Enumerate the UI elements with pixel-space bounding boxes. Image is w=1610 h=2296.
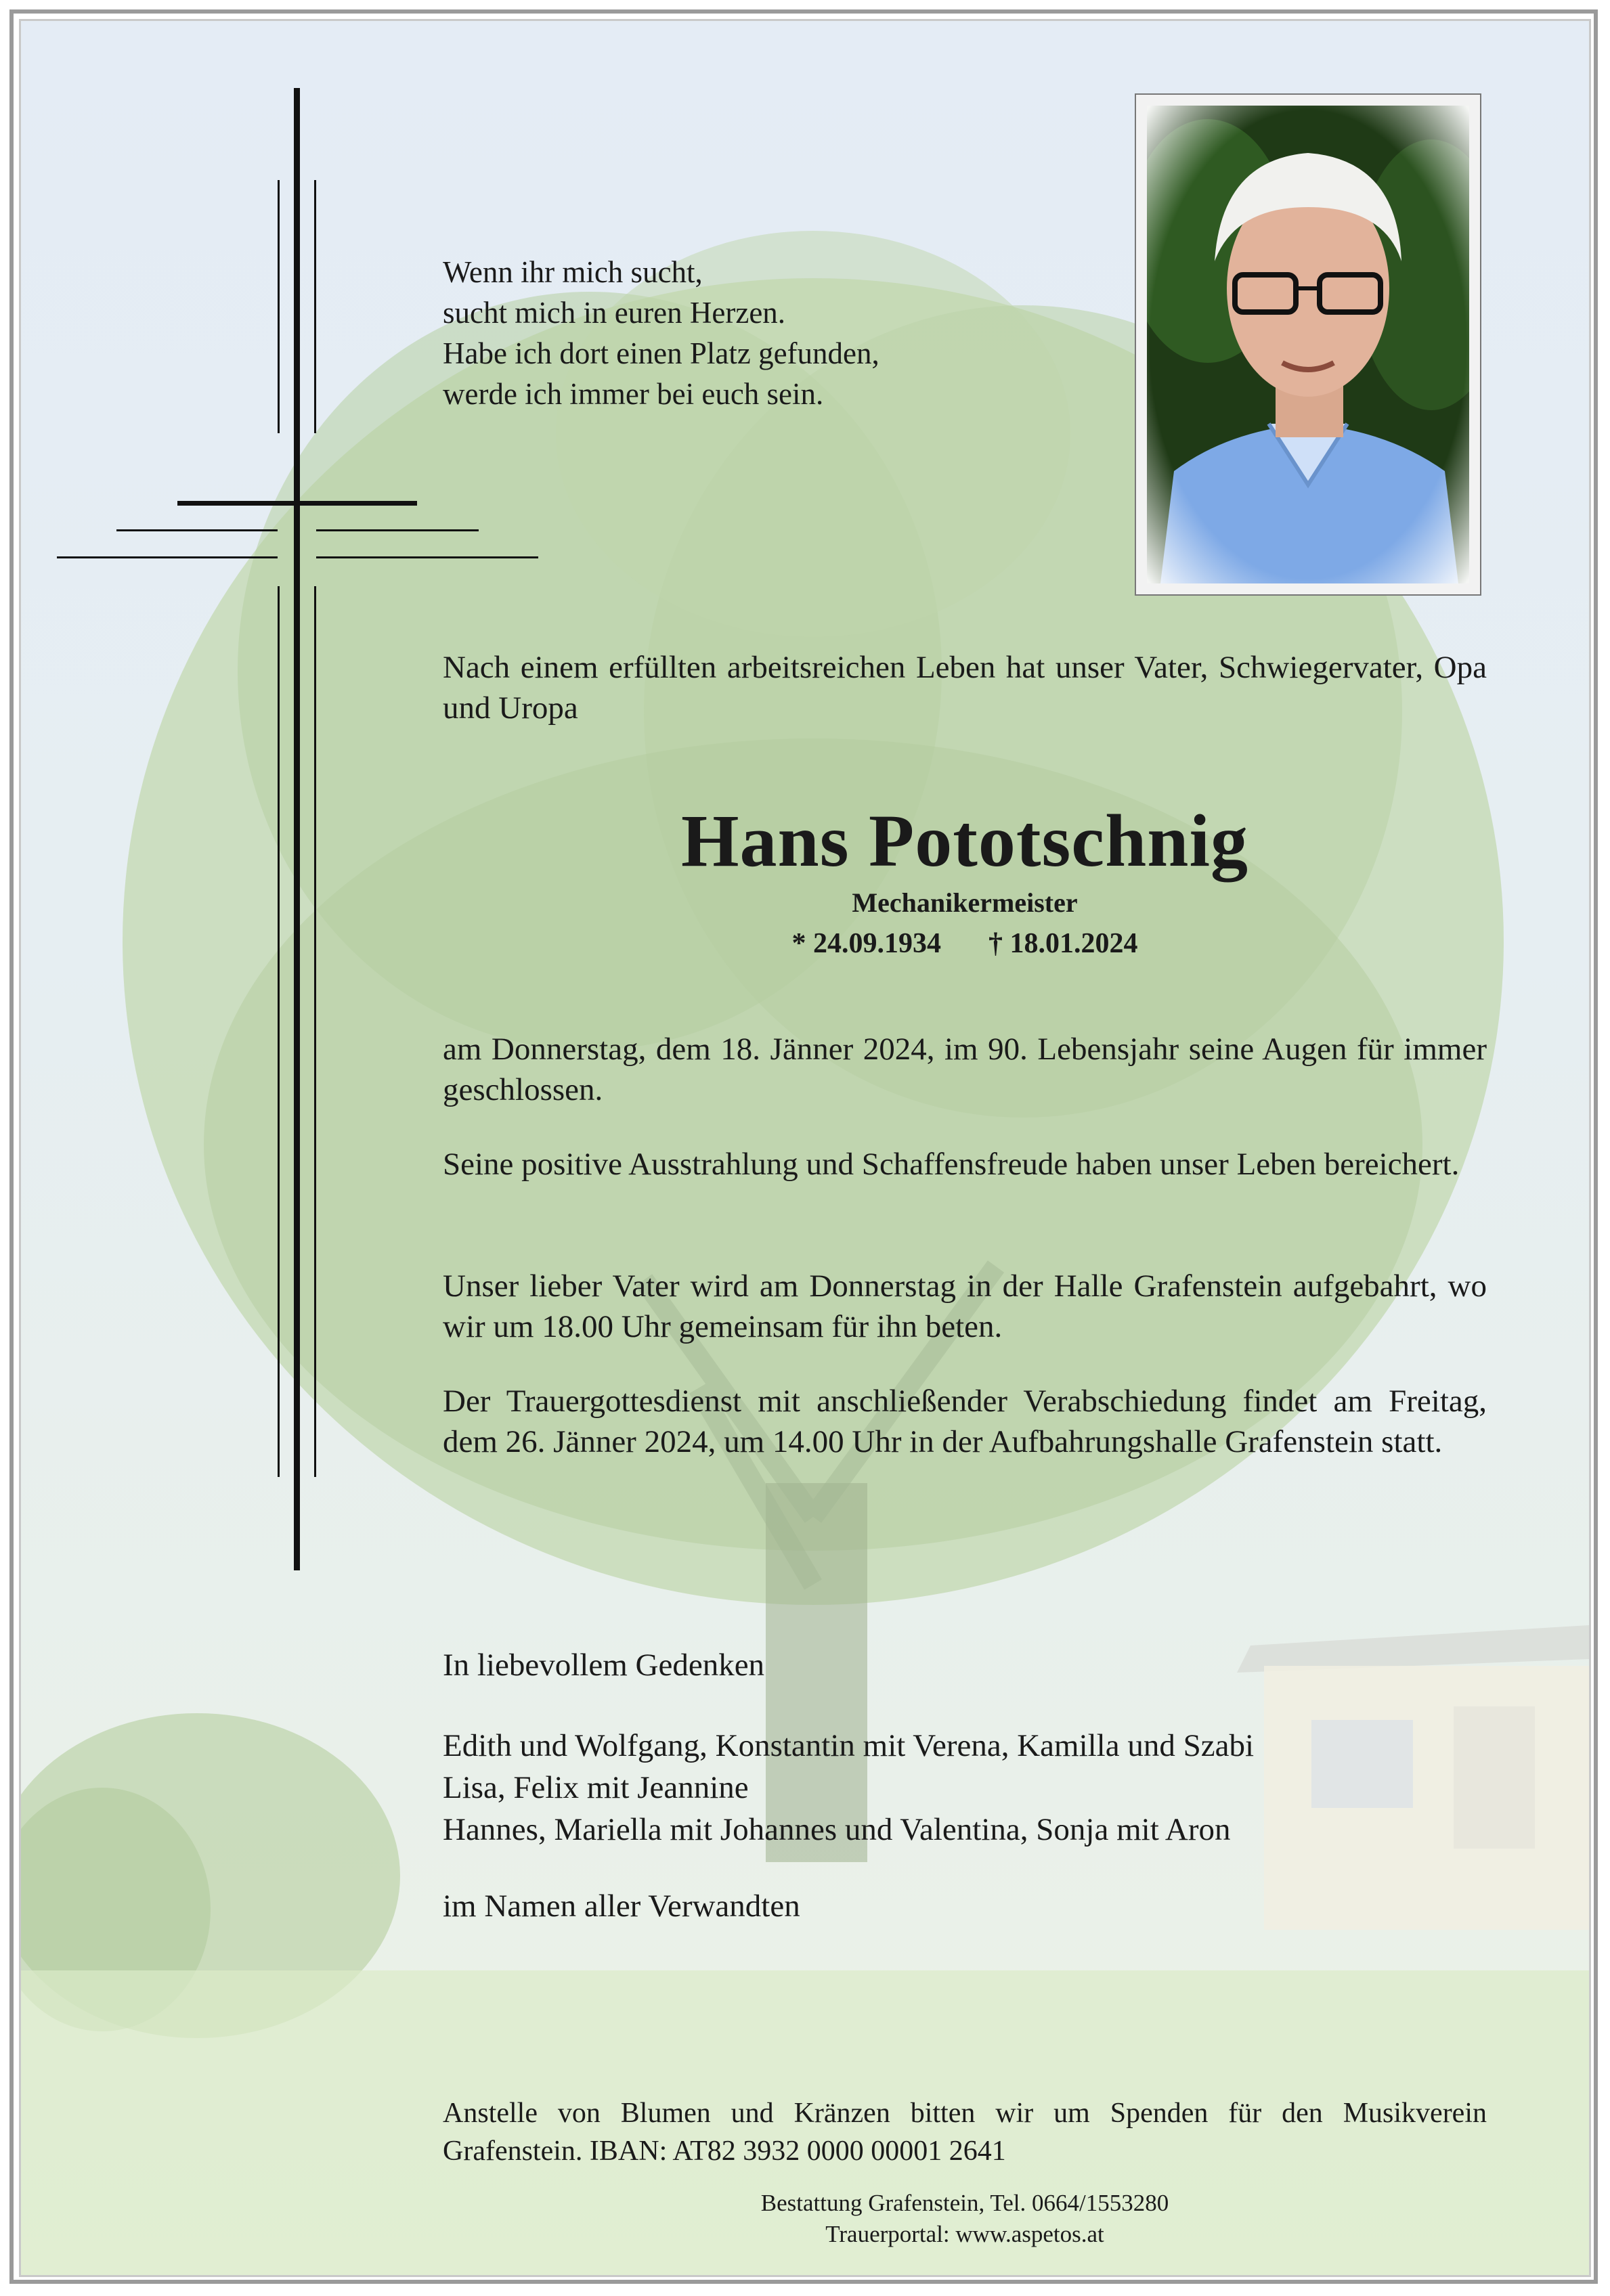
deceased-name: Hans Pototschnig [680,799,1249,882]
intro-text: Nach einem erfüllten arbeitsreichen Leben hat unser Vater, Schwiegervater, Opa und Uropa [443,650,1487,726]
portal-link: Trauerportal: www.aspetos.at [825,2221,1104,2247]
poem [443,252,879,414]
life-dates [443,926,1487,961]
portrait-frame [1135,93,1481,596]
deceased-profession: Mechanikermeister [852,887,1078,918]
footer [443,2188,1487,2250]
death-date: † 18.01.2024 [988,928,1138,959]
poem-line: sucht mich in euren Herzen. [443,296,786,330]
family-list [443,1725,1254,1851]
paragraph: Unser lieber Vater wird am Donnerstag in der Halle Grafenstein aufgebahrt, wo wir um 18.00 Uhr gemeinsam für ihn beten. [443,1268,1487,1344]
birth-date: * 24.09.1934 [791,928,941,959]
poem-line: Wenn ihr mich sucht, [443,255,703,289]
paragraph: Der Trauergottesdienst mit anschließender Verabschiedung findet am Freitag, dem 26. Jänner 2024, um 14.00 Uhr in der Aufbahrungshalle Grafenstein statt. [443,1384,1487,1459]
family-line: Edith und Wolfgang, Konstantin mit Verena, Kamilla und Szabi [443,1728,1255,1763]
family-line: Hannes, Mariella mit Johannes und Valentina, Sonja mit Aron [443,1812,1231,1847]
memoriam-text: In liebevollem Gedenken [443,1648,765,1683]
family-line: Lisa, Felix mit Jeannine [443,1770,749,1805]
poem-line: werde ich immer bei euch sein. [443,377,824,411]
undertaker-contact: Bestattung Grafenstein, Tel. 0664/1553280 [760,2190,1169,2216]
poem-line: Habe ich dort einen Platz gefunden, [443,336,879,370]
paragraph: am Donnerstag, dem 18. Jänner 2024, im 90. Lebensjahr seine Augen für immer geschlossen. [443,1032,1487,1107]
portrait-photo [1147,106,1469,583]
donation-notice: Anstelle von Blumen und Kränzen bitten wir um Spenden für den Musikverein Grafenstein. IBAN: AT82 3932 0000 00001 2641 [443,2098,1487,2167]
paragraph: Seine positive Ausstrahlung und Schaffensfreude haben unser Leben bereichert. [443,1147,1460,1182]
relatives-text: im Namen aller Verwandten [443,1889,800,1924]
